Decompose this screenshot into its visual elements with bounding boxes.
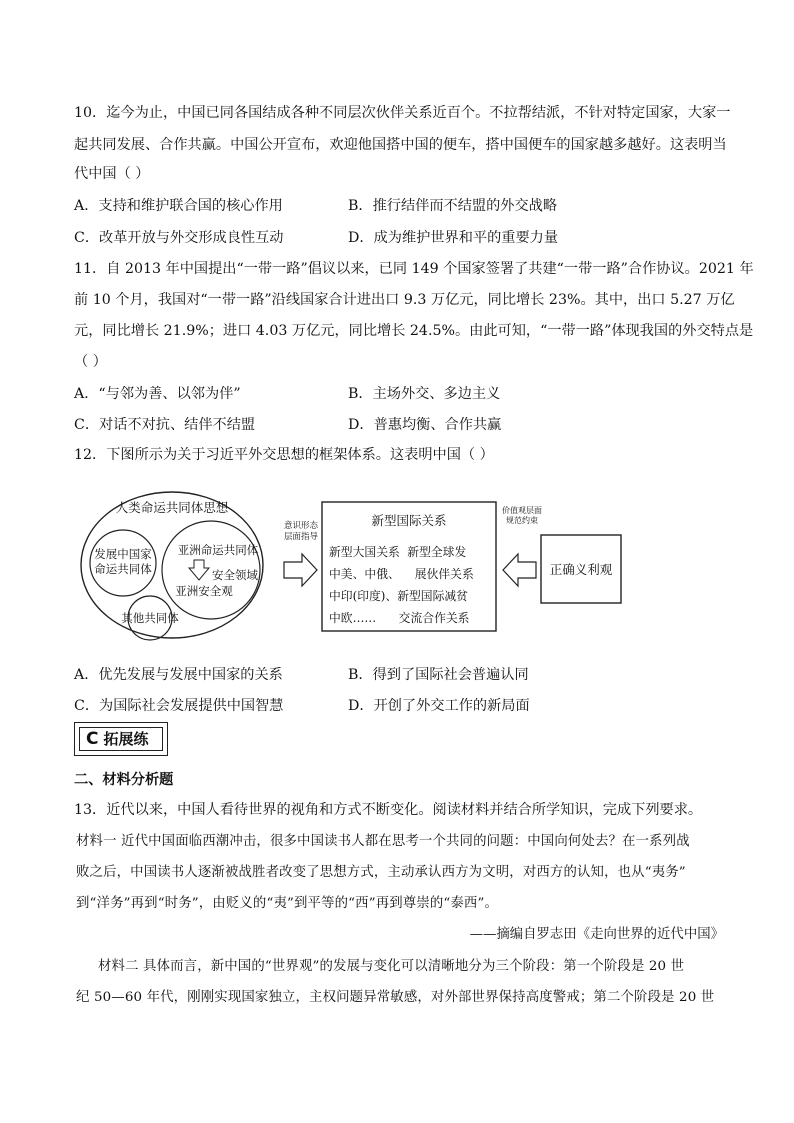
extension-practice-badge xyxy=(74,722,168,756)
new-relations-line-4: 中欧…… 交流合作关系 xyxy=(329,611,470,625)
down-arrow-icon xyxy=(189,560,209,580)
q13-material1-line-1: 材料一 近代中国面临西潮冲击，很多中国读书人都在思考一个共同的问题：中国向何处去？在一系列战 xyxy=(76,834,690,849)
justice-interest-label: 正确义利观 xyxy=(549,562,613,577)
foreign-policy-framework-diagram xyxy=(80,488,720,646)
q10-option-b: B．推行结伴而不结盟的外交战略 xyxy=(348,198,558,214)
ideology-guidance-label-2: 层面指导 xyxy=(283,532,319,542)
q13-material2-line-1: 材料二 具体而言，新中国的“世界观”的发展与变化可以清晰地分为三个阶段：第一个阶段是 20 世 xyxy=(98,959,685,974)
q11-option-a: A．“与邻为善、以邻为伴” xyxy=(74,386,241,402)
developing-community-label-2: 命运共同体 xyxy=(94,562,152,576)
ideology-guidance-label-1: 意识形态 xyxy=(283,521,319,531)
q12-option-c: C．为国际社会发展提供中国智慧 xyxy=(74,698,284,714)
q10-stem-line-2: 起共同发展、合作共赢。中国公开宣布，欢迎他国搭中国的便车，搭中国便车的国家越多越好。这表明当 xyxy=(74,137,727,153)
value-norm-label-2: 规范约束 xyxy=(506,516,538,525)
q10-options-row-1 xyxy=(74,196,734,216)
q10-option-a: A．支持和维护联合国的核心作用 xyxy=(74,198,283,214)
new-relations-line-3: 中印(印度)、新型国际减贫 xyxy=(329,589,468,603)
q11-stem-line-4: （ ） xyxy=(74,354,107,370)
q12-option-b: B．得到了国际社会普遍认同 xyxy=(348,667,529,683)
q11-options-row-2 xyxy=(74,415,734,435)
badge-letter: C xyxy=(86,729,99,749)
section-title: 二、材料分析题 xyxy=(74,772,174,788)
q11-option-c: C．对话不对抗、结伴不结盟 xyxy=(74,417,256,433)
q11-option-b: B．主场外交、多边主义 xyxy=(348,386,501,402)
q13-material1-line-2: 败之后，中国读书人逐渐被战胜者改变了思想方式，主动承认西方为文明，对西方的认知，也从“夷务” xyxy=(76,865,686,880)
q11-stem-line-2: 前 10 个月，我国对“一带一路”沿线国家合计进出口 9.3 万亿元，同比增长 23%。其中，出口 5.27 万亿 xyxy=(74,292,735,308)
left-arrow-icon xyxy=(503,554,536,586)
q11-stem-line-1: 11．自 2013 年中国提出“一带一路”倡议以来，已同 149 个国家签署了共建“一带一路”合作协议。2021 年 xyxy=(74,261,754,277)
new-relations-line-2: 中美、中俄、 展伙伴关系 xyxy=(329,567,474,581)
q10-stem-line-3: 代中国（ ） xyxy=(74,166,150,182)
q12-option-d: D．开创了外交工作的新局面 xyxy=(348,698,530,714)
q10-options-row-2 xyxy=(74,228,734,248)
q10-option-c: C．改革开放与外交形成良性互动 xyxy=(74,230,284,246)
new-relations-line-1: 新型大国关系 新型全球发 xyxy=(329,545,467,559)
new-relations-title: 新型国际关系 xyxy=(371,513,447,528)
community-thought-title: 人类命运共同体思想 xyxy=(115,500,229,515)
q10-option-d: D．成为维护世界和平的重要力量 xyxy=(348,230,559,246)
q10-stem-line-1: 10．迄今为止，中国已同各国结成各种不同层次伙伴关系近百个。不拉帮结派，不针对特定国家，大家一 xyxy=(74,105,731,121)
security-field-label: 安全领域 xyxy=(212,568,258,582)
developing-community-label-1: 发展中国家 xyxy=(94,547,152,561)
q11-option-d: D．普惠均衡、合作共赢 xyxy=(348,417,502,433)
asia-security-label: 亚洲安全观 xyxy=(175,584,233,598)
q12-options-row-1 xyxy=(74,665,734,685)
q11-options-row-1 xyxy=(74,384,734,404)
asia-community-label: 亚洲命运共同体 xyxy=(177,543,259,557)
q12-option-a: A．优先发展与发展中国家的关系 xyxy=(74,667,283,683)
q13-material1-line-3: 到“洋务”再到“时务”，由贬义的“夷”到平等的“西”再到尊崇的“泰西”。 xyxy=(76,896,499,911)
q11-stem-line-3: 元，同比增长 21.9%；进口 4.03 万亿元，同比增长 24.5%。由此可知，“一带一路”体现我国的外交特点是 xyxy=(74,323,754,339)
other-community-label: 其他共同体 xyxy=(121,611,179,625)
q13-stem: 13．近代以来，中国人看待世界的视角和方式不断变化。阅读材料并结合所学知识，完成下列要求。 xyxy=(74,802,703,818)
q12-stem: 12．下图所示为关于习近平外交思想的框架体系。这表明中国（ ） xyxy=(74,447,494,463)
q12-options-row-2 xyxy=(74,696,734,716)
q13-material2-line-2: 纪 50—60 年代，刚刚实现国家独立，主权问题异常敏感，对外部世界保持高度警戒；第二个阶段是 20 世 xyxy=(76,990,715,1005)
right-arrow-icon xyxy=(284,554,317,586)
badge-text: 拓展练 xyxy=(103,730,149,748)
q13-source-1: ——摘编自罗志田《走向世界的近代中国》 xyxy=(469,927,724,942)
value-norm-label-1: 价值观层面 xyxy=(502,506,542,515)
